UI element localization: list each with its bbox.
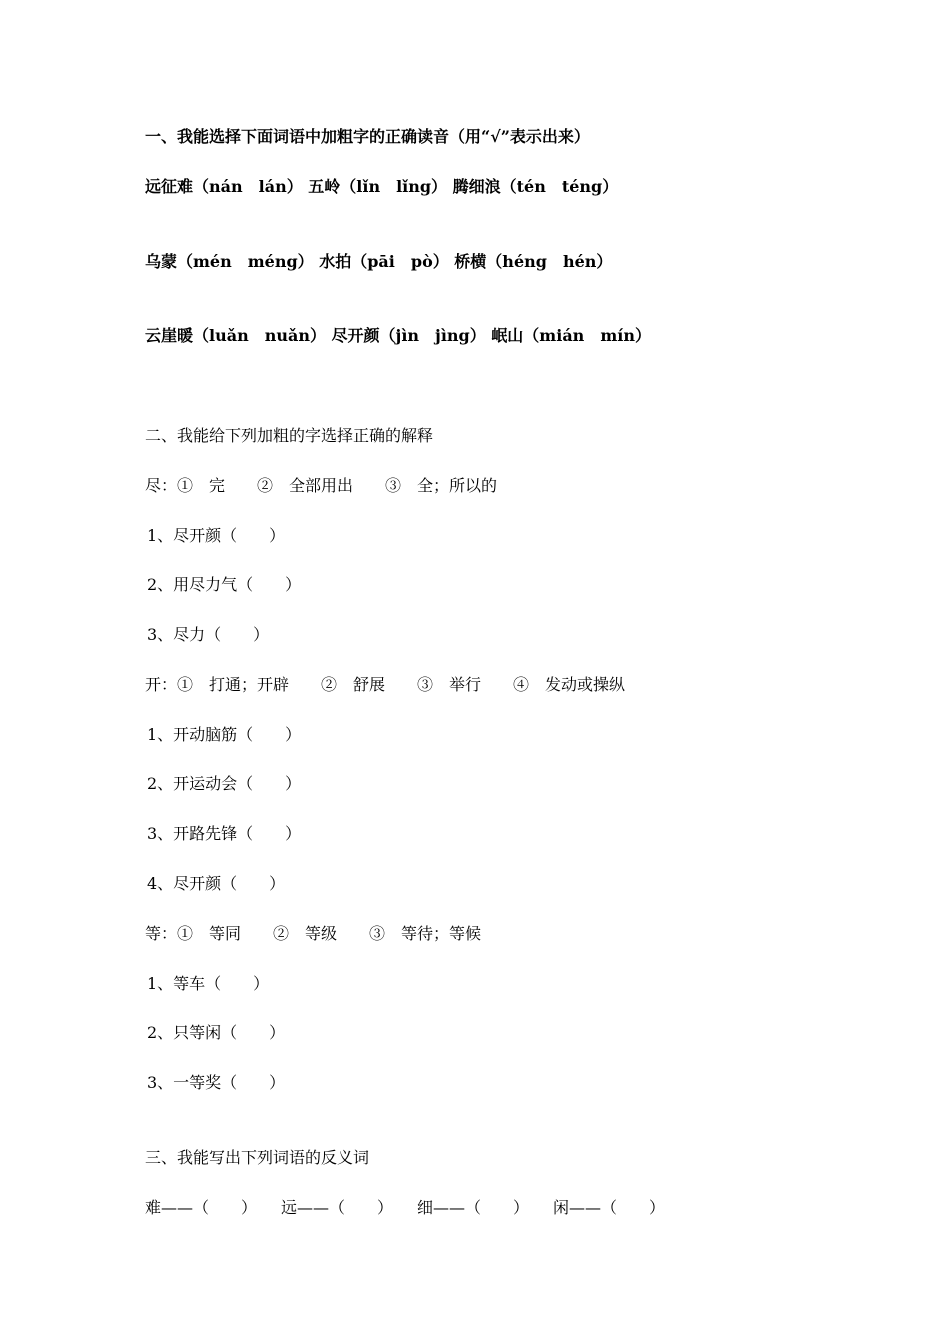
question-item: 3、尽力（ ） [147,625,270,644]
question-item: 2、只等闲（ ） [147,1023,286,1042]
question-item: 2、用尽力气（ ） [147,575,302,594]
section1-heading: 一、我能选择下面词语中加粗字的正确读音（用“√”表示出来） [145,127,590,146]
question-item: 1、尽开颜（ ） [147,526,286,545]
section3-heading: 三、我能写出下列词语的反义词 [145,1148,370,1167]
question-item: 3、一等奖（ ） [147,1073,286,1092]
antonym-line: 难——（ ） 远——（ ） 细——（ ） 闲——（ ） [145,1198,666,1217]
definition-kai: 开：① 打通；开辟 ② 舒展 ③ 举行 ④ 发动或操纵 [145,675,626,694]
section2-heading: 二、我能给下列加粗的字选择正确的解释 [145,426,434,445]
pinyin-line-1: 远征难（nán lán） 五岭（lǐn lǐng） 腾细浪（tén téng） [145,177,619,196]
question-item: 1、等车（ ） [147,974,270,993]
pinyin-line-2: 乌蒙（mén méng） 水拍（pāi pò） 桥横（héng hén） [145,252,613,271]
definition-deng: 等：① 等同 ② 等级 ③ 等待；等候 [145,924,482,943]
pinyin-line-3: 云崖暖（luǎn nuǎn） 尽开颜（jìn jìng） 岷山（mián mín） [145,326,651,345]
question-item: 2、开运动会（ ） [147,774,302,793]
question-item: 4、尽开颜（ ） [147,874,286,893]
definition-jin: 尽：① 完 ② 全部用出 ③ 全；所以的 [145,476,498,495]
question-item: 3、开路先锋（ ） [147,824,302,843]
question-item: 1、开动脑筋（ ） [147,725,302,744]
